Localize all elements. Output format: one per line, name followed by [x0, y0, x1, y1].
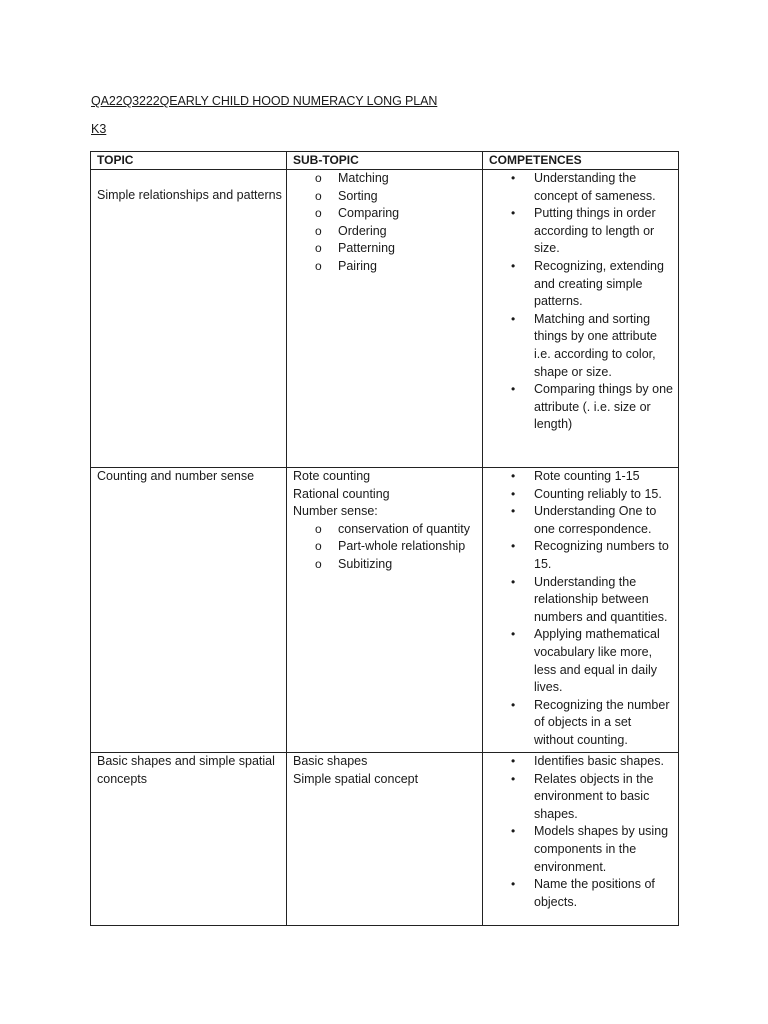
- sub-topic-text: Subitizing: [338, 556, 393, 571]
- competence-text: Rote counting 1-15: [534, 469, 640, 483]
- list-item: [293, 188, 478, 206]
- list-item: [293, 240, 478, 258]
- list-item: [489, 258, 674, 311]
- bullet-icon: •: [511, 539, 516, 554]
- sub-topic-text: Patterning: [338, 241, 395, 256]
- circle-bullet-icon: o: [315, 241, 322, 256]
- competence-text: Recognizing, extending and creating simple patterns.: [534, 258, 664, 309]
- sub-topic-line: Rational counting: [293, 486, 390, 501]
- list-item: [489, 170, 674, 205]
- bullet-icon: •: [511, 206, 516, 221]
- competence-text: Matching and sorting things by one attribute i.e. according to color, shape or size.: [534, 311, 657, 379]
- header-topic: TOPIC: [91, 152, 287, 170]
- circle-bullet-icon: o: [315, 258, 322, 273]
- sub-topic-text: Comparing: [338, 206, 400, 221]
- topic-cell: [91, 170, 287, 468]
- competence-text: Recognizing the number of objects in a set without counting.: [534, 697, 670, 747]
- sub-topic-line: Number sense:: [293, 504, 378, 519]
- list-item: [489, 626, 674, 696]
- topic-cell: [91, 753, 287, 926]
- bullet-icon: •: [511, 574, 516, 589]
- competence-text: Name the positions of objects.: [534, 877, 655, 909]
- competence-text: Recognizing numbers to 15.: [534, 539, 669, 571]
- sub-topic-line: Simple spatial concept: [293, 771, 419, 786]
- header-sub-topic: SUB-TOPIC: [287, 152, 483, 170]
- bullet-icon: •: [511, 627, 516, 642]
- competence-text: Putting things in order according to length or size.: [534, 206, 656, 256]
- competences-cell: [483, 170, 679, 468]
- sub-topic-cell: [287, 468, 483, 753]
- list-item: [293, 223, 478, 241]
- circle-bullet-icon: o: [315, 223, 322, 238]
- list-item: [489, 381, 674, 434]
- sub-topic-text: Matching: [338, 171, 389, 185]
- bullet-icon: •: [511, 697, 516, 712]
- circle-bullet-icon: o: [315, 556, 322, 571]
- bullet-icon: •: [511, 311, 516, 326]
- competences-list: [489, 753, 674, 911]
- table-row: [91, 170, 679, 468]
- bullet-icon: •: [511, 469, 516, 483]
- list-item: [489, 468, 674, 486]
- circle-bullet-icon: o: [315, 521, 322, 536]
- list-item: [489, 697, 674, 750]
- competences-list: [489, 170, 674, 434]
- list-item: [293, 170, 478, 188]
- table-row: [91, 468, 679, 753]
- list-item: [489, 205, 674, 258]
- sub-topic-list: [293, 170, 478, 276]
- long-plan-table: [90, 151, 679, 926]
- bullet-icon: •: [511, 877, 516, 892]
- list-item: [489, 574, 674, 627]
- sub-topic-text: Pairing: [338, 258, 377, 273]
- sub-topic-list: [293, 521, 478, 574]
- competence-text: Understanding One to one correspondence.: [534, 504, 657, 536]
- competence-text: Understanding the concept of sameness.: [534, 171, 656, 203]
- bullet-icon: •: [511, 486, 516, 501]
- circle-bullet-icon: o: [315, 188, 322, 203]
- list-item: [489, 538, 674, 573]
- competence-text: Relates objects in the environment to basic shapes.: [534, 771, 654, 821]
- list-item: [489, 753, 674, 771]
- competence-text: Comparing things by one attribute (. i.e. size or length): [534, 382, 673, 432]
- list-item: [293, 258, 478, 276]
- bullet-icon: •: [511, 504, 516, 519]
- topic-cell: [91, 468, 287, 753]
- document-level: K3: [91, 122, 107, 136]
- list-item: [293, 521, 478, 539]
- table-row: [91, 753, 679, 926]
- sub-topic-text: Part-whole relationship: [338, 539, 466, 554]
- list-item: [489, 311, 674, 381]
- circle-bullet-icon: o: [315, 171, 322, 185]
- competence-text: Understanding the relationship between numbers and quantities.: [534, 574, 668, 624]
- sub-topic-cell: [287, 753, 483, 926]
- bullet-icon: •: [511, 258, 516, 273]
- competences-list: [489, 468, 674, 750]
- sub-topic-cell: [287, 170, 483, 468]
- competence-text: Identifies basic shapes.: [534, 754, 664, 768]
- list-item: [293, 556, 478, 574]
- competence-text: Counting reliably to 15.: [534, 486, 662, 501]
- competences-cell: [483, 468, 679, 753]
- list-item: [293, 538, 478, 556]
- topic-text: Basic shapes and simple spatial concepts: [97, 754, 275, 786]
- circle-bullet-icon: o: [315, 539, 322, 554]
- list-item: [489, 876, 674, 911]
- competences-cell: [483, 753, 679, 926]
- list-item: [489, 771, 674, 824]
- bullet-icon: •: [511, 382, 516, 397]
- header-competences: COMPETENCES: [483, 152, 679, 170]
- circle-bullet-icon: o: [315, 206, 322, 221]
- bullet-icon: •: [511, 824, 516, 839]
- sub-topic-text: conservation of quantity: [338, 521, 471, 536]
- list-item: [489, 503, 674, 538]
- sub-topic-line: Basic shapes: [293, 754, 368, 768]
- bullet-icon: •: [511, 771, 516, 786]
- topic-text: Simple relationships and patterns: [97, 188, 282, 202]
- list-item: [293, 205, 478, 223]
- bullet-icon: •: [511, 754, 516, 768]
- sub-topic-text: Ordering: [338, 223, 387, 238]
- document-title: QA22Q3222QEARLY CHILD HOOD NUMERACY LONG PLAN: [91, 94, 438, 108]
- sub-topic-line: Rote counting: [293, 469, 371, 483]
- list-item: [489, 486, 674, 504]
- topic-text: Counting and number sense: [97, 469, 255, 483]
- list-item: [489, 823, 674, 876]
- competence-text: Applying mathematical vocabulary like more, less and equal in daily lives.: [534, 627, 660, 695]
- competence-text: Models shapes by using components in the environment.: [534, 824, 669, 874]
- sub-topic-text: Sorting: [338, 188, 378, 203]
- bullet-icon: •: [511, 171, 516, 185]
- header-row: [91, 152, 679, 170]
